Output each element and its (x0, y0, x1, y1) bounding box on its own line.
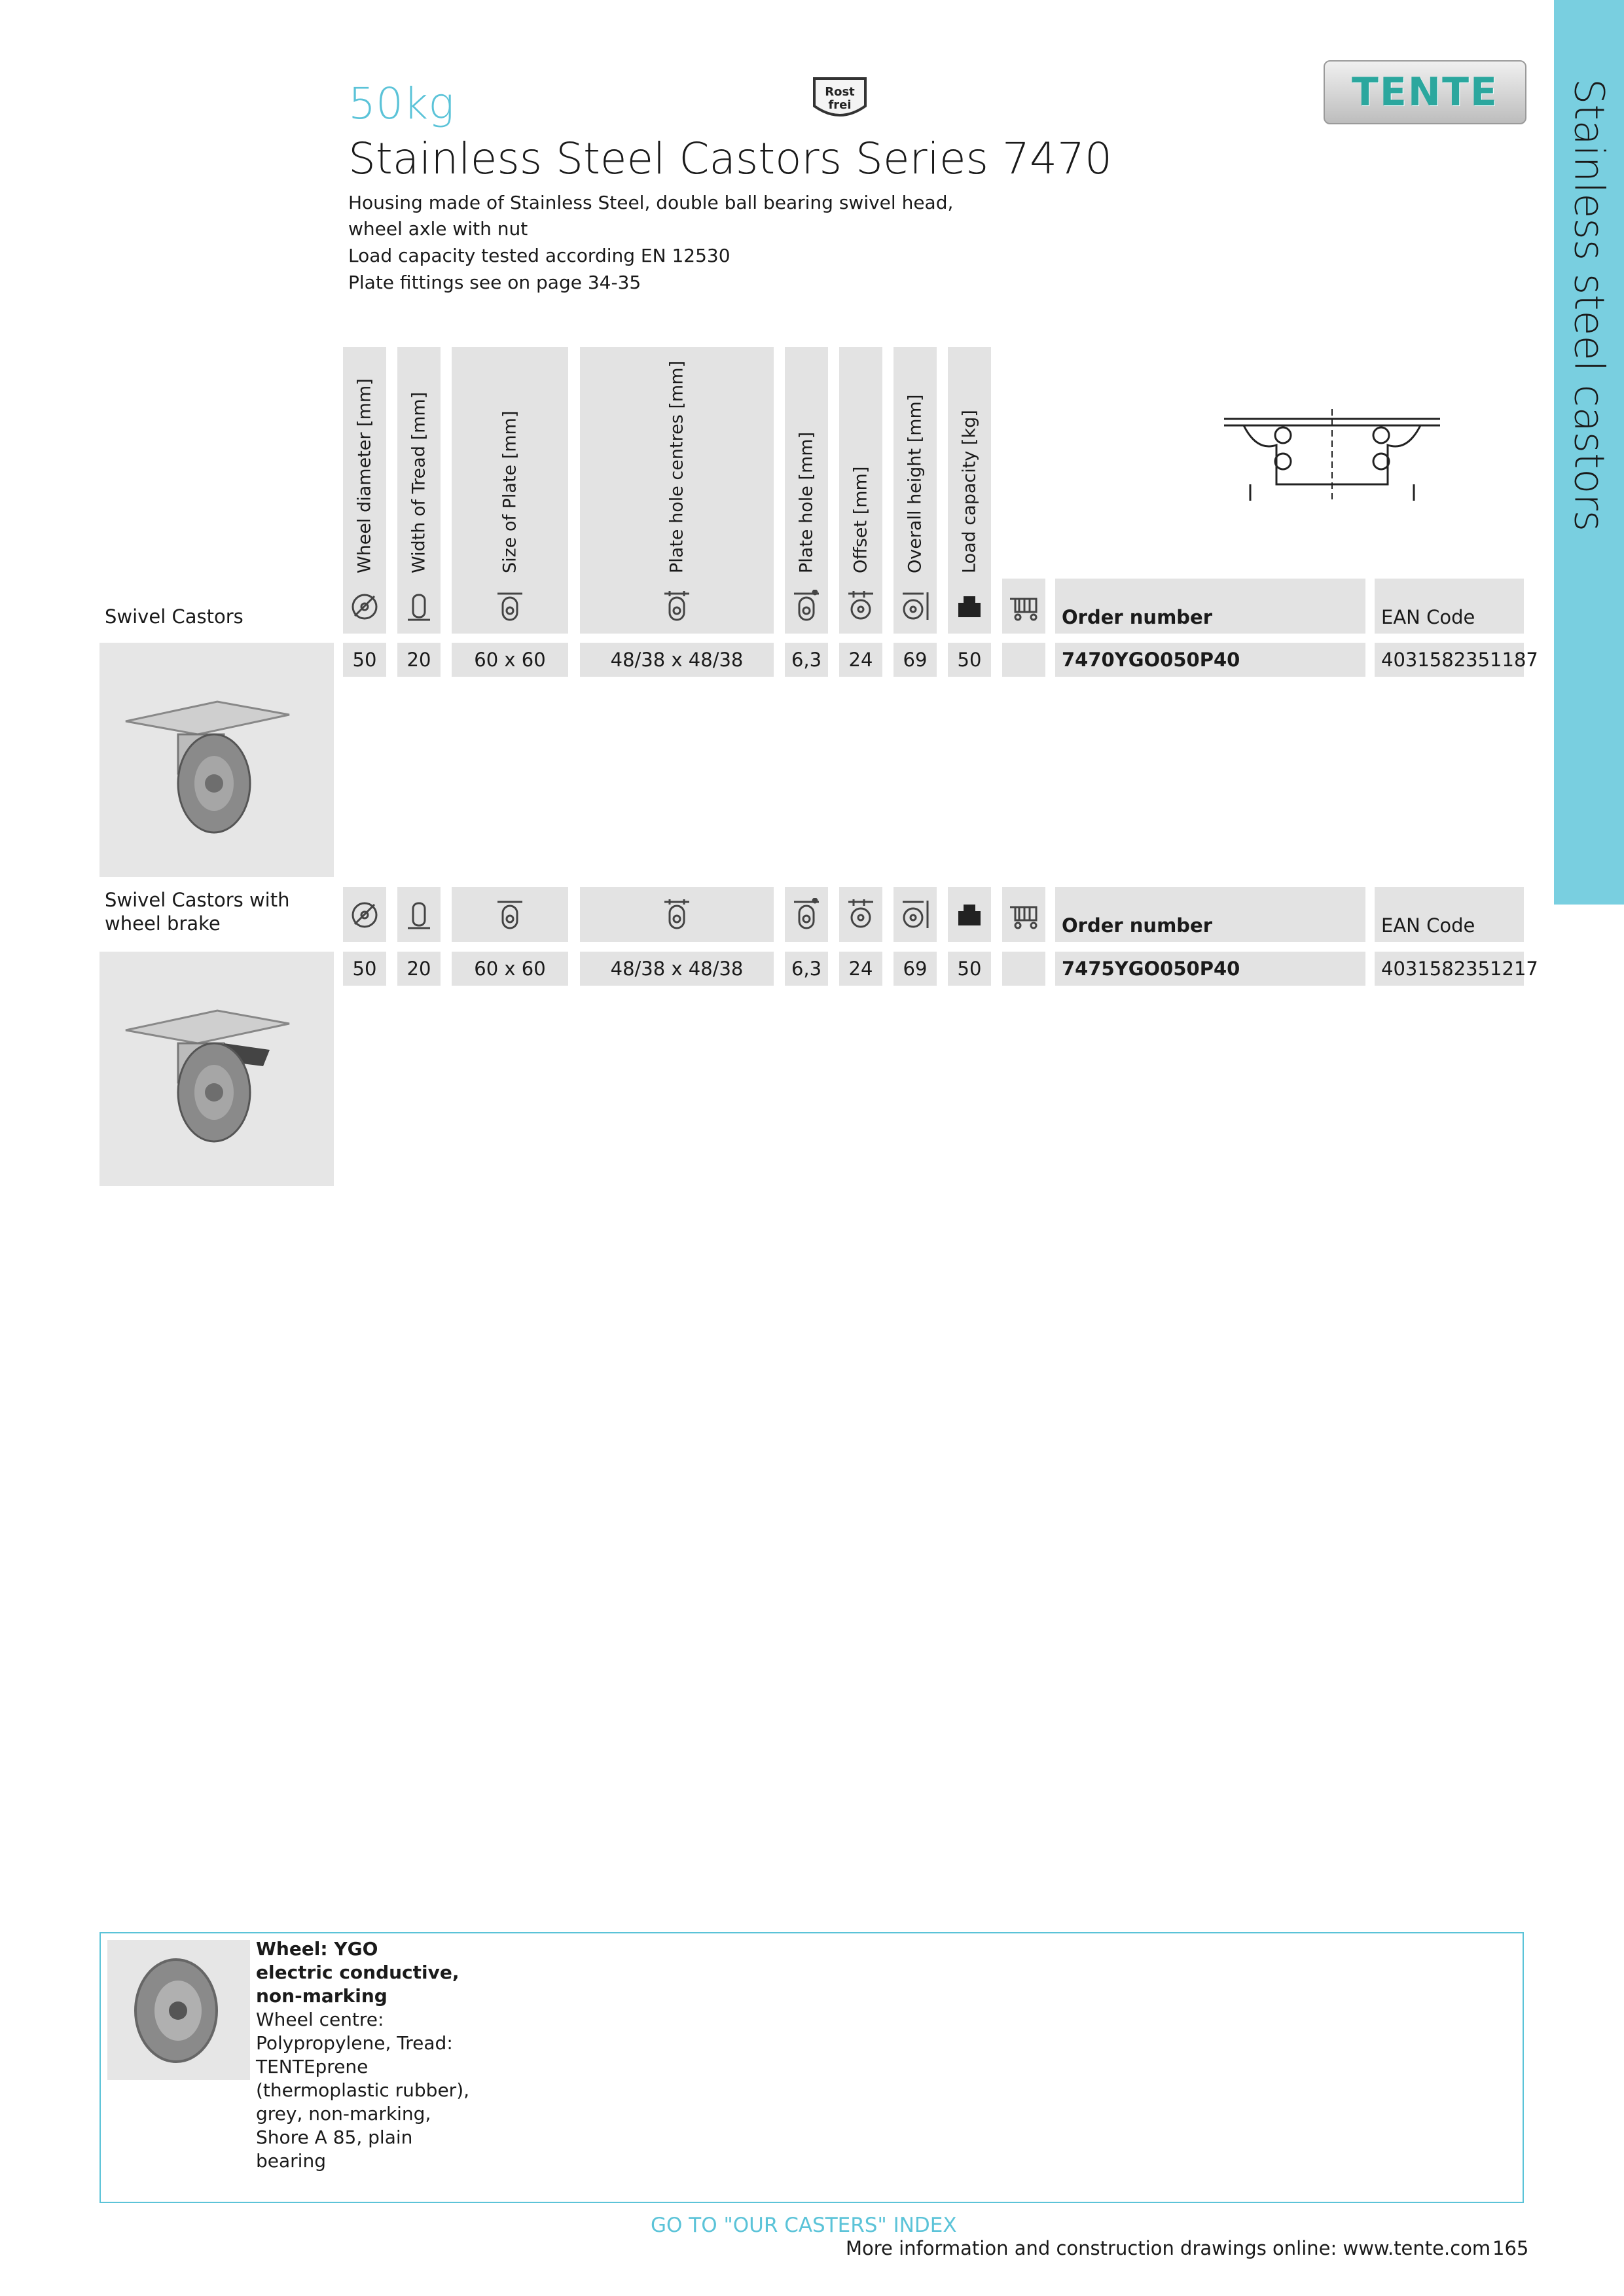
plate-size-icon (452, 887, 568, 942)
cell-empty (1002, 643, 1045, 677)
page-title: Stainless Steel Castors Series 7470 (348, 134, 1112, 184)
ean-code-header: EAN Code (1375, 579, 1524, 634)
section-label-swivel-castors: Swivel Castors (105, 605, 244, 628)
cell-wheel-diameter: 50 (343, 952, 386, 986)
column-header-tread-width: Width of Tread [mm] (397, 347, 441, 579)
ean-code: 4031582351217 (1375, 952, 1524, 986)
cell-tread-width: 20 (397, 952, 441, 986)
cell-empty (1002, 952, 1045, 986)
sidebar-label: Stainless steel castors (1565, 79, 1614, 532)
cell-offset: 24 (839, 643, 882, 677)
cell-plate-hole: 6,3 (785, 952, 828, 986)
svg-text:frei: frei (828, 98, 852, 112)
braked-castor-photo (99, 952, 334, 1186)
cell-hole-centres: 48/38 x 48/38 (580, 952, 774, 986)
section-label-swivel-castors-brake: Swivel Castors with wheel brake (105, 889, 290, 935)
cell-load-capacity: 50 (948, 643, 991, 677)
page-number: 165 (1492, 2237, 1529, 2259)
column-header-offset: Offset [mm] (839, 347, 882, 579)
load-weight-heading: 50kg (348, 79, 454, 129)
overall-height-icon (893, 579, 937, 634)
cell-hole-centres: 48/38 x 48/38 (580, 643, 774, 677)
order-number[interactable]: 7470YGO050P40 (1055, 643, 1365, 677)
description-line: Load capacity tested according EN 12530 (348, 245, 731, 266)
wheel-diameter-icon (343, 887, 386, 942)
ean-code-header: EAN Code (1375, 887, 1524, 942)
cell-overall-height: 69 (893, 643, 937, 677)
wheel-subtitle: electric conductive, non-marking (256, 1962, 460, 2007)
column-header-wheel-diameter: Wheel diameter [mm] (343, 347, 386, 579)
cell-plate-hole: 6,3 (785, 643, 828, 677)
tente-logo: TENTE (1324, 60, 1526, 124)
wheel-diameter-icon (343, 579, 386, 634)
column-header-overall-height: Overall height [mm] (893, 347, 937, 579)
plate-size-icon (452, 579, 568, 634)
description-line: Housing made of Stainless Steel, double ball bearing swivel head, wheel axle with nut (348, 192, 954, 240)
swivel-castor-photo (99, 643, 334, 877)
trolley-icon (1002, 887, 1045, 942)
cell-tread-width: 20 (397, 643, 441, 677)
tread-width-icon (397, 887, 441, 942)
plate-hole-icon (785, 579, 828, 634)
product-description (348, 190, 977, 296)
cell-wheel-diameter: 50 (343, 643, 386, 677)
footer-info: More information and construction drawings online: www.tente.com (846, 2237, 1491, 2259)
hole-centres-icon (580, 579, 774, 634)
load-weight-icon (948, 887, 991, 942)
order-number-header: Order number (1055, 887, 1365, 942)
ean-code: 4031582351187 (1375, 643, 1524, 677)
wheel-title: Wheel: YGO (256, 1938, 378, 1960)
cell-load-capacity: 50 (948, 952, 991, 986)
description-line: Plate fittings see on page 34-35 (348, 272, 641, 293)
wheel-photo (107, 1940, 250, 2080)
column-header-plate-hole: Plate hole [mm] (785, 347, 828, 579)
plate-hole-icon (785, 887, 828, 942)
offset-icon (839, 887, 882, 942)
svg-text:Rost: Rost (825, 85, 855, 99)
rostfrei-seal-icon (809, 73, 871, 126)
cell-overall-height: 69 (893, 952, 937, 986)
tread-width-icon (397, 579, 441, 634)
order-number-header: Order number (1055, 579, 1365, 634)
column-header-plate-size: Size of Plate [mm] (452, 347, 568, 579)
cell-plate-size: 60 x 60 (452, 643, 568, 677)
column-header-hole-centres: Plate hole centres [mm] (580, 347, 774, 579)
column-header-load-capacity: Load capacity [kg] (948, 347, 991, 579)
wheel-details: Wheel centre: Polypropylene, Tread: TENTEprene (thermoplastic rubber), grey, non-marking, Shore A 85, plain bearing (256, 2009, 470, 2172)
casters-index-link[interactable]: GO TO "OUR CASTERS" INDEX (651, 2214, 957, 2237)
hole-centres-icon (580, 887, 774, 942)
cell-offset: 24 (839, 952, 882, 986)
cell-plate-size: 60 x 60 (452, 952, 568, 986)
offset-icon (839, 579, 882, 634)
castor-technical-drawing (1218, 406, 1447, 504)
trolley-icon (1002, 579, 1045, 634)
wheel-description (256, 1937, 472, 2173)
order-number[interactable]: 7475YGO050P40 (1055, 952, 1365, 986)
load-weight-icon (948, 579, 991, 634)
overall-height-icon (893, 887, 937, 942)
